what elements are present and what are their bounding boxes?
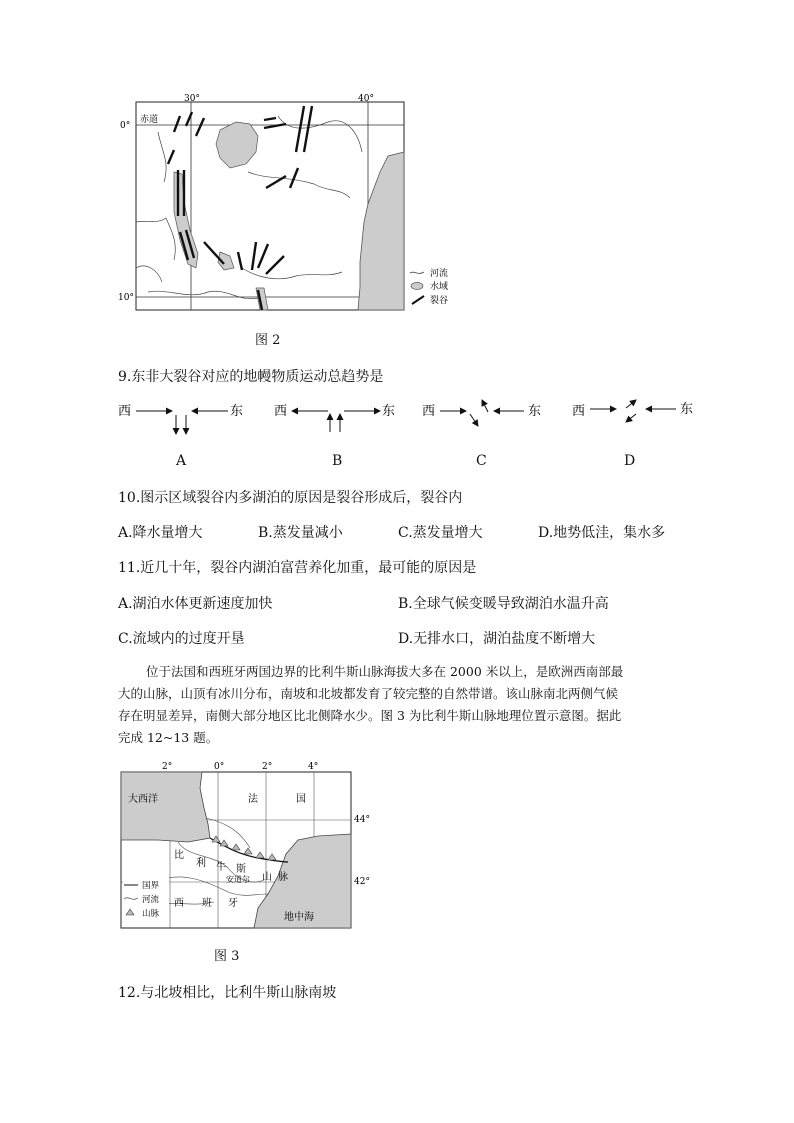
q11-option-d: D.无排水口，湖泊盐度不断增大 bbox=[398, 631, 596, 647]
passage-line-3: 存在明显差异，南侧大部分地区比北侧降水少。图 3 为比利牛斯山脉地理位置示意图。据此 bbox=[118, 708, 622, 723]
fig3-lon-4e: 4° bbox=[308, 762, 319, 772]
fig3-spain-3: 牙 bbox=[228, 898, 238, 909]
svg-text:西: 西 bbox=[274, 404, 288, 419]
figure-3-map bbox=[118, 758, 388, 933]
svg-text:东: 东 bbox=[528, 404, 542, 419]
q9-text: 9.东非大裂谷对应的地幔物质运动总趋势是 bbox=[118, 369, 384, 385]
q9-option-a: A bbox=[176, 453, 187, 469]
q9-diagrams bbox=[110, 396, 710, 476]
passage-line-2: 大的山脉，山顶有冰川分布，南坡和北坡都发育了较完整的自然带谱。该山脉南北两侧气候 bbox=[118, 686, 619, 701]
fig2-legend-rift: 裂谷 bbox=[430, 296, 449, 306]
fig3-spain-2: 班 bbox=[202, 898, 212, 909]
q10-text: 10.图示区域裂谷内多湖泊的原因是裂谷形成后，裂谷内 bbox=[118, 490, 463, 506]
q9-option-b: B bbox=[332, 453, 343, 469]
fig3-france-2: 国 bbox=[296, 794, 306, 805]
fig3-lon-2e: 2° bbox=[262, 762, 273, 772]
q9-option-d: D bbox=[624, 453, 636, 469]
q10-option-a: A.降水量增大 bbox=[118, 525, 203, 541]
fig3-legend-border: 国界 bbox=[142, 881, 160, 891]
fig2-equator-label: 赤道 bbox=[140, 115, 159, 125]
q11-option-c: C.流域内的过度开垦 bbox=[118, 631, 245, 647]
fig3-lon-0: 0° bbox=[214, 762, 225, 772]
q9-option-c: C bbox=[476, 453, 487, 469]
fig3-atlantic: 大西洋 bbox=[128, 794, 158, 805]
lake-victoria bbox=[216, 122, 258, 168]
fig3-lon-2w: 2° bbox=[162, 762, 173, 772]
figure-3-caption: 图 3 bbox=[214, 949, 240, 964]
svg-text:西: 西 bbox=[118, 404, 132, 419]
passage-line-4: 完成 12~13 题。 bbox=[118, 730, 219, 745]
fig3-lat-42: 42° bbox=[354, 877, 370, 887]
fig3-lat-44: 44° bbox=[354, 815, 370, 825]
q11-text: 11.近几十年，裂谷内湖泊富营养化加重，最可能的原因是 bbox=[118, 560, 477, 576]
q9-option-a-diagram bbox=[118, 404, 243, 434]
svg-text:东: 东 bbox=[230, 404, 244, 419]
q10-option-b: B.蒸发量减小 bbox=[258, 525, 343, 541]
q9-option-c-diagram bbox=[422, 400, 541, 426]
fig2-lon-40: 40° bbox=[358, 94, 374, 104]
fig2-lat-0: 0° bbox=[120, 121, 131, 131]
passage-line-1: 位于法国和西班牙两国边界的比利牛斯山脉海拔大多在 2000 米以上，是欧洲西南部最 bbox=[146, 664, 624, 679]
q10-option-c: C.蒸发量增大 bbox=[398, 525, 483, 541]
svg-text:西: 西 bbox=[422, 404, 436, 419]
fig3-pyrenees-1: 比 bbox=[174, 850, 184, 861]
figure-2-map bbox=[118, 92, 464, 318]
fig3-pyrenees-2: 利 bbox=[196, 858, 206, 869]
fig3-mediterranean: 地中海 bbox=[284, 912, 314, 923]
fig3-pyrenees-3: 牛 bbox=[216, 862, 226, 873]
fig2-lon-30: 30° bbox=[184, 94, 200, 104]
fig3-france-1: 法 bbox=[248, 794, 258, 805]
fig3-andorra: 安道尔 bbox=[226, 875, 250, 884]
fig3-legend-river: 河流 bbox=[142, 895, 160, 905]
fig2-lat-10: 10° bbox=[118, 293, 134, 303]
q9-option-d-diagram bbox=[572, 400, 693, 422]
svg-text:东: 东 bbox=[382, 404, 396, 419]
fig3-pyrenees-6: 脉 bbox=[278, 872, 288, 883]
figure-2-caption: 图 2 bbox=[255, 333, 281, 348]
fig3-pyrenees-5: 山 bbox=[262, 872, 272, 883]
q11-option-a: A.湖泊水体更新速度加快 bbox=[118, 596, 273, 612]
fig3-spain-1: 西 bbox=[174, 898, 184, 909]
fig3-legend-mountain: 山脉 bbox=[142, 909, 160, 919]
svg-text:西: 西 bbox=[572, 404, 586, 419]
svg-text:东: 东 bbox=[680, 402, 694, 417]
fig3-pyrenees-4: 斯 bbox=[236, 864, 246, 875]
q9-option-b-diagram bbox=[274, 404, 395, 432]
fig2-legend-water: 水域 bbox=[430, 282, 449, 292]
q10-option-d: D.地势低洼，集水多 bbox=[538, 525, 666, 541]
q11-option-b: B.全球气候变暖导致湖泊水温升高 bbox=[398, 596, 609, 612]
q12-text: 12.与北坡相比，比利牛斯山脉南坡 bbox=[118, 985, 337, 1001]
fig2-legend-river: 河流 bbox=[430, 269, 449, 279]
